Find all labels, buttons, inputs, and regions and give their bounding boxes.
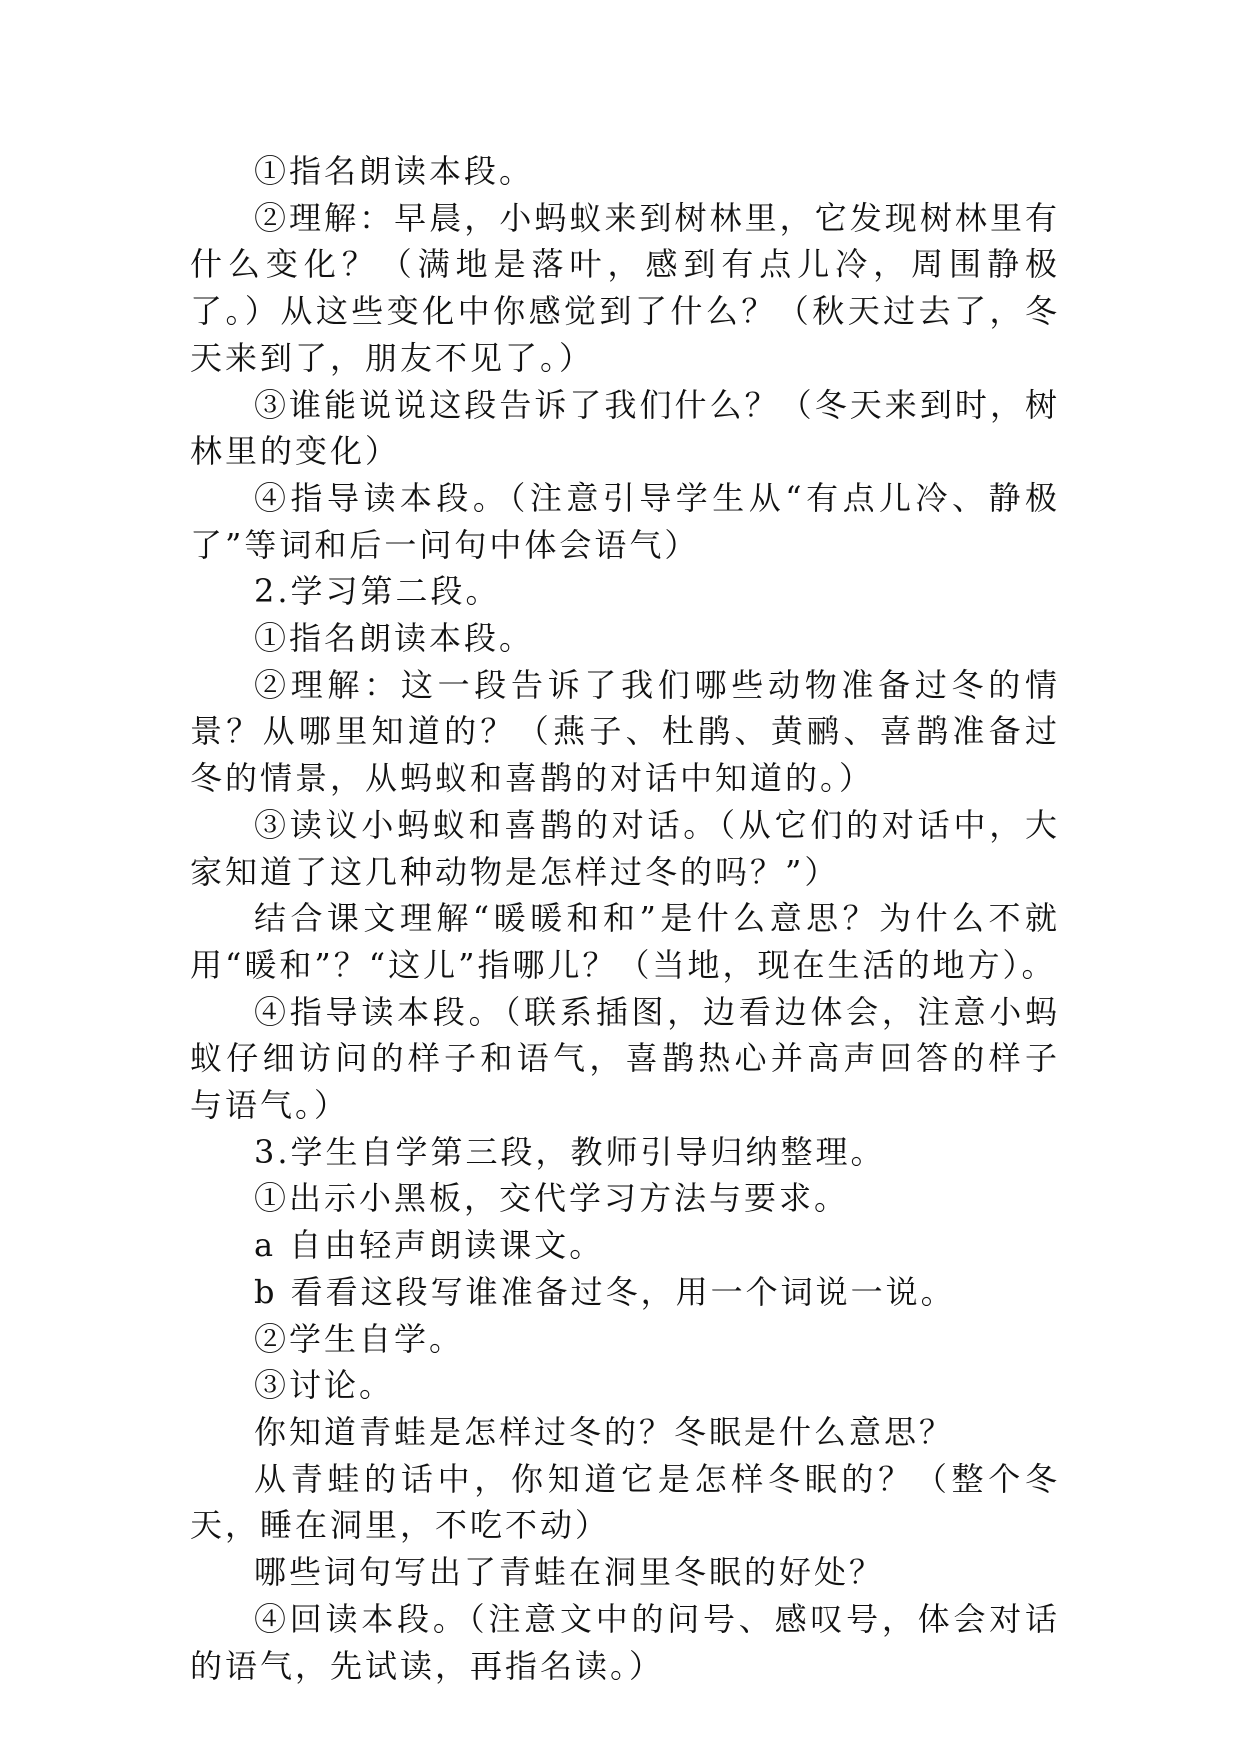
paragraph: ③读议小蚂蚁和喜鹊的对话。（从它们的对话中，大家知道了这几种动物是怎样过冬的吗？”） [190,805,1060,891]
paragraph: ①出示小黑板，交代学习方法与要求。 [254,1179,850,1218]
paragraph: a 自由轻声朗读课文。 [254,1226,605,1265]
paragraph: ②理解：这一段告诉了我们哪些动物准备过冬的情景？从哪里知道的？（燕子、杜鹃、黄鹂、喜鹊准备过冬的情景，从蚂蚁和喜鹊的对话中知道的。） [190,665,1060,798]
paragraph: ①指名朗读本段。 [254,152,535,190]
document-body [190,148,1060,1689]
paragraph: ②理解：早晨，小蚂蚁来到树林里，它发现树林里有什么变化？（满地是落叶，感到有点儿冷，周围静极了。）从这些变化中你感觉到了什么？（秋天过去了，冬天来到了，朋友不见了。） [190,198,1060,377]
paragraph: 哪些词句写出了青蛙在洞里冬眠的好处？ [254,1553,885,1592]
paragraph: ②学生自学。 [254,1319,465,1358]
paragraph: ④指导读本段。（联系插图，边看边体会，注意小蚂蚁仔细访问的样子和语气，喜鹊热心并高声回答的样子与语气。） [190,992,1060,1125]
paragraph: ④指导读本段。（注意引导学生从“有点儿冷、静极了”等词和后一问句中体会语气） [190,478,1060,564]
paragraph: 你知道青蛙是怎样过冬的？冬眠是什么意思？ [254,1412,955,1451]
paragraph: 3.学生自学第三段，教师引导归纳整理。 [254,1132,886,1171]
paragraph: b 看看这段写谁准备过冬，用一个词说一说。 [254,1272,956,1311]
paragraph: ④回读本段。（注意文中的问号、感叹号，体会对话的语气，先试读，再指名读。） [190,1599,1060,1685]
paragraph: 2.学习第二段。 [254,572,501,611]
paragraph: 从青蛙的话中，你知道它是怎样冬眠的？（整个冬天，睡在洞里，不吃不动） [190,1459,1060,1545]
paragraph: 结合课文理解“暖暖和和”是什么意思？为什么不就用“暖和”？“这儿”指哪儿？（当地，现在生活的地方）。 [190,899,1060,984]
paragraph: ①指名朗读本段。 [254,619,535,658]
paragraph: ③谁能说说这段告诉了我们什么？（冬天来到时，树林里的变化） [190,385,1060,471]
paragraph: ③讨论。 [254,1366,395,1405]
